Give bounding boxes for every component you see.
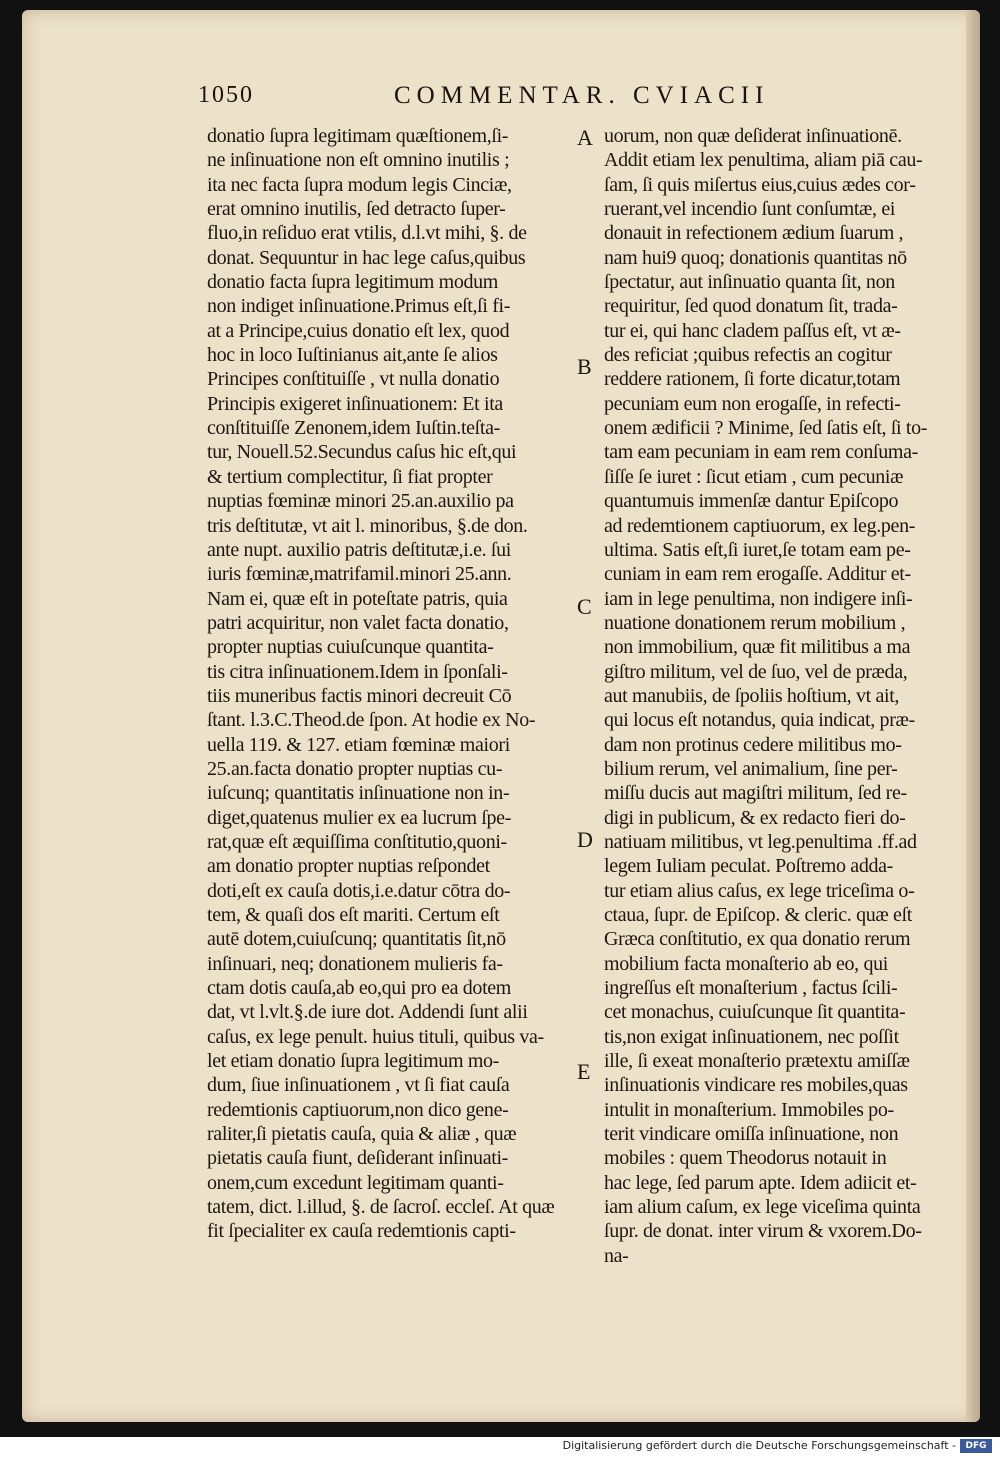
text-line: cuniam in eam rem erogaſſe. Additur et-	[604, 563, 911, 586]
text-line: mobiles : quem Theodorus notauit in	[604, 1147, 887, 1170]
right-text-column	[604, 124, 970, 1268]
text-line: na-	[604, 1244, 629, 1267]
text-line: rat,quæ eſt æquiſſima conſtitutio,quoni-	[207, 830, 507, 853]
text-line: diget,quatenus mulier ex ea lucrum ſpe-	[207, 806, 512, 829]
footer-bar	[0, 1437, 1000, 1457]
text-line: ruerant,vel incendio ſunt conſumtæ, ei	[604, 198, 896, 221]
text-line: ille, ſi exeat monaſterio prætextu amiſſæ	[604, 1050, 910, 1073]
text-line: digi in publicum, & ex redacto fieri do-	[604, 806, 906, 829]
text-line: donatio facta ſupra legitimum modum	[207, 271, 499, 294]
text-line: intulit in monaſterium. Immobiles po-	[604, 1098, 894, 1121]
text-line: ſam, ſi quis miſertus eius,cuius ædes cor-	[604, 173, 916, 196]
text-line: tem, & quaſi dos eſt mariti. Certum eſt	[207, 904, 500, 926]
text-line: hac lege, ſed parum apte. Idem adiicit et-	[604, 1171, 917, 1194]
text-line: tam eam pecuniam in eam rem conſuma-	[604, 441, 918, 464]
text-line: donatio ſupra legitimam quæſtionem,ſi-	[207, 125, 509, 147]
text-line: quantumuis immenſæ dantur Epiſcopo	[604, 490, 899, 513]
text-line: uorum, non quæ deſiderat inſinuationē.	[604, 125, 902, 147]
text-line: uella 119. & 127. etiam fœminæ maiori	[207, 733, 510, 756]
text-line: ultima. Satis eſt,ſi iuret,ſe totam eam pe-	[604, 538, 911, 561]
text-line: conſtituiſſe Zenonem,idem Iuſtin.teſta-	[207, 417, 500, 440]
text-line: donat. Sequuntur in hac lege caſus,quibus	[207, 246, 526, 269]
text-line: ingreſſus eſt monaſterium , factus ſcili-	[604, 977, 898, 1000]
text-line: iuſcunq; quantitatis inſinuatione non in-	[207, 782, 510, 805]
text-line: ſtant. l.3.C.Theod.de ſpon. At hodie ex No-	[207, 709, 536, 732]
text-line: ſupr. de donat. inter virum & vxorem.Do-	[604, 1220, 922, 1243]
text-line: iuris fœminæ,matrifamil.minori 25.ann.	[207, 563, 512, 586]
text-line: 25.an.facta donatio propter nuptias cu-	[207, 757, 503, 780]
text-line: tis citra inſinuationem.Idem in ſponſali-	[207, 660, 508, 683]
text-line: ctaua, ſupr. de Epiſcop. & cleric. quæ eſt	[604, 904, 912, 926]
text-line: miſſu ducis aut magiſtri militum, ſed re-	[604, 782, 907, 805]
text-line: hoc in loco Iuſtinianus ait,ante ſe alios	[207, 344, 498, 367]
text-line: tatem, dict. l.illud, §. de ſacroſ. eccleſ. At quæ	[207, 1196, 555, 1219]
text-line: nam hui9 quoq; donationis quantitas nō	[604, 246, 907, 269]
page-header	[198, 82, 958, 126]
text-line: at a Principe,cuius donatio eſt lex, quod	[207, 319, 510, 342]
text-line: propter nuptias cuiuſcunque quantita-	[207, 636, 494, 659]
text-line: natiuam militibus, vt leg.penultima .ff.ad	[604, 830, 917, 853]
text-line: ſpectatur, aut inſinuatio quanta ſit, non	[604, 271, 895, 294]
margin-letter-d: D	[577, 827, 593, 852]
text-line: ſiſſe ſe iuret : ſicut etiam , cum pecuniæ	[604, 465, 904, 488]
text-line: Principis exigeret inſinuationem: Et ita	[207, 392, 503, 415]
text-line: aut manubiis, de ſpoliis hoſtium, vt ait,	[604, 684, 900, 707]
text-line: erat omnino inutilis, ſed detracto ſuper-	[207, 198, 506, 221]
text-line: tur etiam alius caſus, ex lege triceſima o-	[604, 879, 915, 902]
margin-letter-e: E	[577, 1059, 591, 1084]
text-line: non immobilium, quæ fit militibus a ma	[604, 636, 911, 659]
text-line: tur ei, qui hanc cladem paſſus eſt, vt æ-	[604, 319, 901, 342]
text-line: tis,non exigat inſinuationem, nec poſſit	[604, 1025, 899, 1048]
text-line: giſtro militum, vel de ſuo, vel de præda,	[604, 660, 908, 683]
text-line: non indiget inſinuatione.Primus eſt,ſi fi-	[207, 295, 511, 318]
text-line: reddere rationem, ſi forte dicatur,totam	[604, 368, 901, 391]
margin-letter-c: C	[577, 594, 592, 619]
text-line: pietatis cauſa fiunt, deſiderant inſinuati-	[207, 1147, 508, 1170]
text-line: terit vindicare omiſſa inſinuatione, non	[604, 1123, 899, 1146]
margin-letter-a: A	[577, 125, 593, 150]
text-line: requiritur, ſed quod donatum ſit, trada-	[604, 295, 898, 318]
text-line: am donatio propter nuptias reſpondet	[207, 855, 490, 878]
text-line: bilium rerum, vel animalium, ſine per-	[604, 757, 898, 780]
text-line: pecuniam eum non erogaſſe, in refecti-	[604, 392, 901, 415]
text-line: onem ædificii ? Minime, ſed ſatis eſt, ſi to-	[604, 417, 928, 440]
text-line: qui locus eſt notandus, quia indicat, præ-	[604, 709, 915, 732]
text-line: nuatione donationem rerum mobilium ,	[604, 611, 906, 634]
text-line: Nam ei, quæ eſt in poteſtate patris, quia	[207, 587, 508, 610]
dfg-logo: DFG	[960, 1439, 992, 1453]
text-line: & tertium complectitur, ſi fiat propter	[207, 465, 493, 488]
running-title: COMMENTAR. CVIACII	[394, 82, 770, 109]
text-line: caſus, ex lege penult. huius tituli, quibus va-	[207, 1025, 544, 1048]
text-line: dum, ſiue inſinuationem , vt ſi fiat cauſa	[207, 1074, 510, 1097]
text-line: cet monachus, cuiuſcunque ſit quantita-	[604, 1001, 906, 1024]
text-line: tris deſtitutæ, vt ait l. minoribus, §.de don.	[207, 514, 528, 537]
text-line: doti,eſt ex cauſa dotis,i.e.datur cōtra do-	[207, 879, 511, 902]
text-line: ita nec facta ſupra modum legis Cinciæ,	[207, 173, 512, 196]
text-line: ne inſinuatione non eſt omnino inutilis ;	[207, 149, 510, 172]
funding-notice: Digitalisierung gefördert durch die Deutsche Forschungsgemeinschaft -	[562, 1439, 956, 1452]
text-line: legem Iuliam peculat. Poſtremo adda-	[604, 855, 893, 878]
text-line: donauit in refectionem ædium ſuarum ,	[604, 222, 904, 245]
page-number: 1050	[198, 82, 254, 108]
text-line: tur, Nouell.52.Secundus caſus hic eſt,qui	[207, 441, 517, 464]
text-line: iam in lege penultima, non indigere inſi-	[604, 587, 913, 610]
text-line: ante nupt. auxilio patris deſtitutæ,i.e. ſui	[207, 538, 511, 561]
text-line: dat, vt l.vlt.§.de iure dot. Addendi ſunt alii	[207, 1001, 528, 1024]
text-line: fit ſpecialiter ex cauſa redemtionis capti-	[207, 1220, 516, 1243]
text-line: redemtionis captiuorum,non dico gene-	[207, 1098, 509, 1121]
text-line: mobilium facta monaſterio ab eo, qui	[604, 952, 888, 975]
text-line: iam alium caſum, ex lege viceſima quinta	[604, 1196, 921, 1219]
text-line: autē dotem,cuiuſcunq; quantitatis ſit,nō	[207, 928, 506, 951]
text-line: Principes conſtituiſſe , vt nulla donatio	[207, 368, 500, 391]
text-line: Græca conſtitutio, ex qua donatio rerum	[604, 928, 911, 951]
text-line: onem,cum excedunt legitimam quanti-	[207, 1171, 504, 1194]
text-line: ctam dotis cauſa,ab eo,qui pro ea dotem	[207, 977, 512, 1000]
text-line: patri acquiritur, non valet facta donatio,	[207, 611, 509, 634]
text-line: fluo,in reſiduo erat vtilis, d.l.vt mihi, §. de	[207, 222, 527, 245]
text-line: nuptias fœminæ minori 25.an.auxilio pa	[207, 490, 514, 513]
left-text-column	[207, 124, 581, 1244]
text-line: tiis muneribus factis minori decreuit Cō	[207, 684, 512, 707]
text-line: dam non protinus cedere militibus mo-	[604, 733, 902, 756]
text-line: let etiam donatio ſupra legitimum mo-	[207, 1050, 499, 1073]
text-line: ad redemtionem captiuorum, ex leg.pen-	[604, 514, 916, 537]
text-line: Addit etiam lex penultima, aliam piā cau-	[604, 149, 923, 172]
margin-letter-b: B	[577, 354, 592, 379]
text-line: des reficiat ;quibus refectis an cogitur	[604, 344, 892, 367]
text-line: inſinuari, neq; donationem mulieris fa-	[207, 952, 503, 975]
text-line: inſinuationis vindicare res mobiles,quas	[604, 1074, 908, 1097]
text-line: raliter,ſi pietatis cauſa, quia & aliæ , quæ	[207, 1123, 517, 1146]
